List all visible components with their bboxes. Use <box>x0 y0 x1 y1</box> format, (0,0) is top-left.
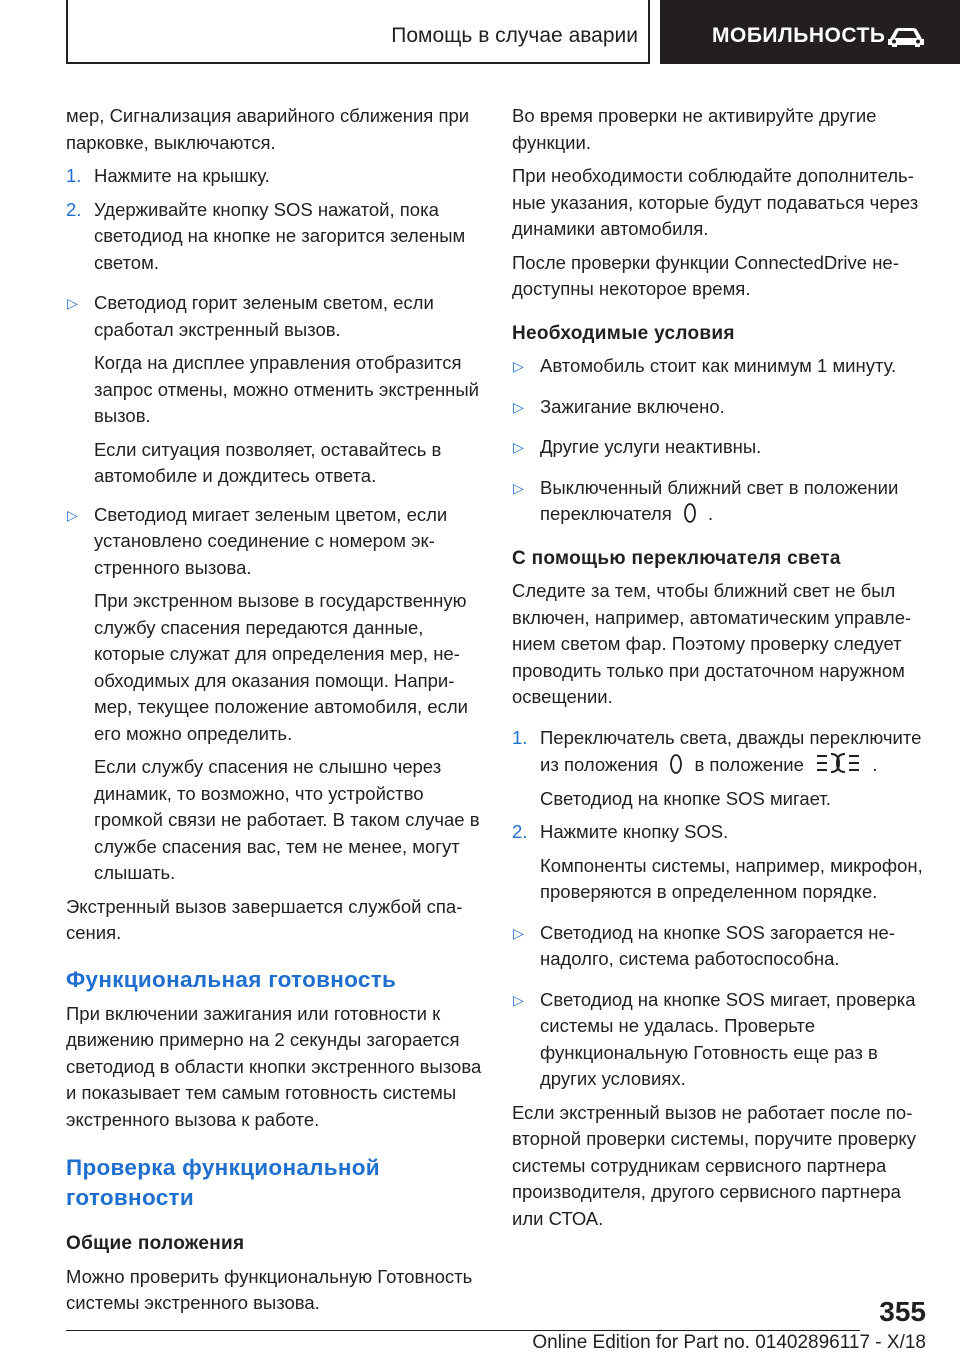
page-number: 355 <box>879 1296 926 1327</box>
bullet-text: Светодиод на кнопке SOS мигает, проверка системы не удалась. Проверьте функциональную Готовность еще раз в других условиях. <box>540 988 916 1089</box>
list-item <box>512 475 926 528</box>
bullet-text: Светодиод мигает зеленым цветом, если установлено соединение с номером экстренного вызова. <box>94 503 448 578</box>
paragraph: Если экстренный вызов не работает после повторной проверки системы, поручите проверку системы сотрудникам сервисного партнера производителя, другого сервисного партнера или СТОА. <box>512 1101 916 1229</box>
bullet-text: Автомобиль стоит как минимум 1 минуту. <box>540 355 897 376</box>
paragraph: Следите за тем, чтобы ближний свет не был включен, например, автоматическим управлением светом фар. Поэтому проверку следует проводить только при достаточном наружном освещении. <box>512 580 912 707</box>
list-item <box>512 725 926 779</box>
header-chapter-title: МОБИЛЬНОСТЬ <box>712 24 886 47</box>
bullet-icon: ▷ <box>513 991 524 1008</box>
step-text: . <box>872 754 878 775</box>
sub-paragraph: При экстренном вызове в государственную службу спасения передаются данные, которые служат для определения мер, необходимых для оказания помощи. Например, текущее положение автомобиля, если его можно определить. <box>94 590 469 744</box>
bullet-icon: ▷ <box>513 358 524 374</box>
header-section-title: Помощь в случае аварии <box>391 24 638 47</box>
step-text: Нажмите кнопку SOS. <box>540 821 729 842</box>
bullet-text: Зажигание включено. <box>540 395 725 417</box>
list-item <box>66 197 484 277</box>
list-item <box>66 502 484 582</box>
parking-light-icon <box>815 751 861 775</box>
bullet-text-end: . <box>708 503 714 524</box>
step-text: в положение <box>694 754 804 775</box>
list-item <box>512 434 926 461</box>
list-item <box>512 920 926 973</box>
bullet-text: Светодиод на кнопке SOS загорается ненадолго, система работоспособна. <box>540 921 895 969</box>
list-item <box>512 987 926 1093</box>
paragraph: При включении зажигания или готовности к движению примерно на 2 секунды загорается светодиод в области кнопки экстренного вызова и показывает тем самым готовность системы экстренного вызова к работе. <box>66 1002 482 1130</box>
subsection-heading: С помощью переключателя света <box>512 547 841 569</box>
light-switch-off-icon <box>669 753 683 775</box>
paragraph: Экстренный вызов завершается службой спасения. <box>66 895 463 943</box>
light-switch-off-icon <box>683 502 697 524</box>
sub-paragraph: Если ситуация позволяет, оставайтесь в автомобиле и дождитесь ответа. <box>94 438 442 486</box>
section-heading: Функциональная готовность <box>66 966 397 992</box>
list-item <box>512 353 926 380</box>
footer-edition: Online Edition for Part no. 01402896117 - X/18 <box>532 1332 926 1353</box>
step-number: 1. <box>66 165 82 186</box>
step-number: 1. <box>512 726 528 748</box>
footer-divider <box>66 1330 860 1331</box>
paragraph: Можно проверить функциональную Готовность системы экстренного вызова. <box>66 1265 473 1313</box>
sub-paragraph: Светодиод на кнопке SOS мигает. <box>540 787 831 809</box>
list-item <box>66 163 484 190</box>
right-column <box>512 103 926 1239</box>
bullet-text: Выключенный ближний свет в положении переключателя <box>540 476 899 524</box>
list-item <box>512 394 926 421</box>
subsection-heading: Общие положения <box>66 1233 245 1254</box>
sub-paragraph: Компоненты системы, например, микрофон, проверяются в определенном порядке. <box>540 854 923 902</box>
sub-paragraph: Если службу спасения не слышно через динамик, то возможно, что устройство громкой связи не работает. В таком случае в службе спасения вас, тем не менее, могут слышать. <box>94 756 480 883</box>
paragraph: При необходимости соблюдайте дополнительные указания, которые будут подаваться через динамики автомобиля. <box>512 165 919 239</box>
subsection-heading: Необходимые условия <box>512 322 735 344</box>
page-header <box>0 0 960 66</box>
section-heading: Проверка функциональной готовности <box>66 1155 380 1210</box>
bullet-icon: ▷ <box>513 398 524 415</box>
paragraph: мер, Сигнализация аварийного сближения при парковке, выключаются. <box>66 105 470 153</box>
bullet-icon: ▷ <box>67 506 78 523</box>
step-number: 2. <box>66 198 82 220</box>
step-text: Переключатель света, дважды переключите из положения <box>540 726 922 775</box>
left-column <box>66 103 484 1324</box>
bullet-text: Другие услуги неактивны. <box>540 436 762 457</box>
paragraph: После проверки функции ConnectedDrive недоступны некоторое время. <box>512 251 899 299</box>
list-item <box>66 290 484 343</box>
bullet-text: Светодиод горит зеленым светом, если сработал экстренный вызов. <box>94 292 434 340</box>
step-number: 2. <box>512 821 528 842</box>
sub-paragraph: Когда на дисплее управления отобразится запрос отмены, можно отменить экстренный вызов. <box>94 352 480 426</box>
bullet-icon: ▷ <box>67 295 78 311</box>
step-text: Удерживайте кнопку SOS нажатой, пока светодиод на кнопке не загорится зеленым светом. <box>94 198 466 273</box>
bullet-icon: ▷ <box>513 439 524 455</box>
bullet-icon: ▷ <box>513 479 524 496</box>
bullet-icon: ▷ <box>513 924 524 941</box>
list-item <box>512 819 926 846</box>
step-text: Нажмите на крышку. <box>94 165 270 186</box>
car-icon <box>886 26 926 48</box>
paragraph: Во время проверки не активируйте другие функции. <box>512 105 877 153</box>
